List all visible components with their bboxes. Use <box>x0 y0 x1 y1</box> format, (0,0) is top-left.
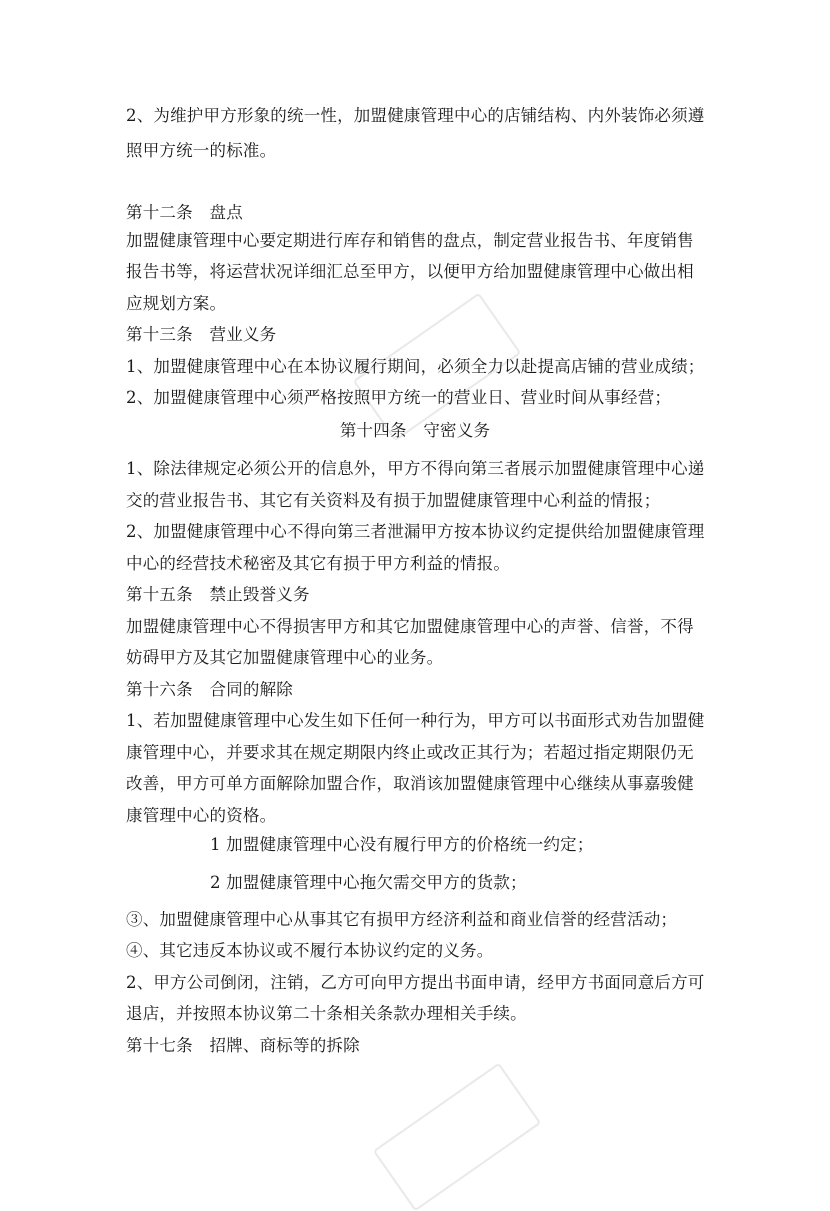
text-line: 加盟健康管理中心不得损害甲方和其它加盟健康管理中心的声誉、信誉，不得 <box>126 617 694 636</box>
watermark-stamp <box>373 1063 542 1211</box>
sub-item: 2 加盟健康管理中心拖欠需交甲方的货款； <box>210 873 527 892</box>
article-heading-centered: 第十四条 守密义务 <box>339 421 491 440</box>
text-line: 2、甲方公司倒闭，注销，乙方可向甲方提出书面申请，经甲方书面同意后方可 <box>126 973 705 992</box>
text-line: 妨碍甲方及其它加盟健康管理中心的业务。 <box>126 648 444 667</box>
text-line: ③、加盟健康管理中心从事其它有损甲方经济利益和商业信誉的经营活动； <box>126 910 678 929</box>
text-line: 退店，并按照本协议第二十条相关条款办理相关手续。 <box>126 1004 527 1023</box>
article-heading: 第十五条 禁止毁誉义务 <box>126 585 310 604</box>
text-line: 照甲方统一的标准。 <box>126 141 277 160</box>
text-line: 应规划方案。 <box>126 294 227 313</box>
text-line: 1、加盟健康管理中心在本协议履行期间，必须全力以赴提高店铺的营业成绩； <box>126 357 705 376</box>
article-heading: 第十二条 盘点 <box>126 203 243 222</box>
text-line: 1、若加盟健康管理中心发生如下任何一种行为，甲方可以书面形式劝告加盟健 <box>126 711 705 730</box>
article-heading: 第十六条 合同的解除 <box>126 680 293 699</box>
text-line: 2、加盟健康管理中心须严格按照甲方统一的营业日、营业时间从事经营； <box>126 388 672 407</box>
text-line: 2、加盟健康管理中心不得向第三者泄漏甲方按本协议约定提供给加盟健康管理 <box>126 522 705 541</box>
text-line: 交的营业报告书、其它有关资料及有损于加盟健康管理中心利益的情报； <box>126 491 661 510</box>
article-heading: 第十七条 招牌、商标等的拆除 <box>126 1036 360 1055</box>
text-line: 康管理中心，并要求其在规定期限内终止或改正其行为；若超过指定期限仍无 <box>126 743 694 762</box>
text-line: ④、其它违反本协议或不履行本协议约定的义务。 <box>126 941 494 960</box>
text-line: 康管理中心的资格。 <box>126 806 277 825</box>
text-line: 加盟健康管理中心要定期进行库存和销售的盘点，制定营业报告书、年度销售 <box>126 231 694 250</box>
text-line: 改善，甲方可单方面解除加盟合作，取消该加盟健康管理中心继续从事嘉骏健 <box>126 774 694 793</box>
text-line: 报告书等，将运营状况详细汇总至甲方，以便甲方给加盟健康管理中心做出相 <box>126 262 694 281</box>
article-heading: 第十三条 营业义务 <box>126 325 277 344</box>
sub-item: 1 加盟健康管理中心没有履行甲方的价格统一约定； <box>210 835 594 854</box>
text-line: 1、除法律规定必须公开的信息外，甲方不得向第三者展示加盟健康管理中心递 <box>126 459 705 478</box>
text-line: 2、为维护甲方形象的统一性，加盟健康管理中心的店铺结构、内外装饰必须遵 <box>126 106 705 125</box>
text-line: 中心的经营技术秘密及其它有损于甲方利益的情报。 <box>126 554 511 573</box>
